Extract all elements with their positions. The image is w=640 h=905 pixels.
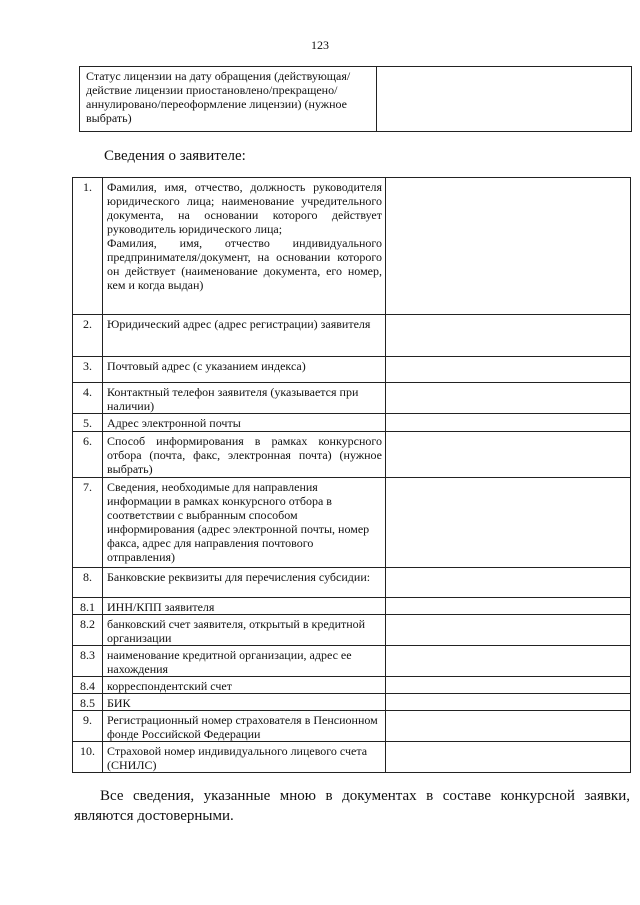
declaration-text: Все сведения, указанные мною в документах в составе конкурсной заявки, являются достоверными.	[74, 788, 630, 824]
row-number: 8.5	[73, 694, 103, 711]
row-label	[103, 178, 386, 315]
row-number: 8.	[73, 568, 103, 598]
row-value[interactable]	[386, 432, 631, 478]
row-label: БИК	[103, 694, 386, 711]
row-value[interactable]	[386, 315, 631, 357]
row-number: 5.	[73, 414, 103, 432]
row-number: 8.4	[73, 677, 103, 694]
row-value[interactable]	[386, 615, 631, 646]
table-row	[73, 568, 631, 598]
row-label-part: Фамилия, имя, отчество, должность руководителя юридического лица; наименование учредительного документа, на основании которого действует руководитель юридического лица;	[107, 180, 382, 236]
row-number: 3.	[73, 357, 103, 383]
row-number: 8.2	[73, 615, 103, 646]
row-label: корреспондентский счет	[103, 677, 386, 694]
row-number: 9.	[73, 711, 103, 742]
table-row	[73, 742, 631, 773]
row-label: Страховой номер индивидуального лицевого счета (СНИЛС)	[103, 742, 386, 773]
row-label-part: Фамилия, имя, отчество индивидуального предпринимателя/документ, на основании которого он действует (наименование документа, его номер, кем и когда выдан)	[107, 236, 382, 292]
row-label: банковский счет заявителя, открытый в кредитной организации	[103, 615, 386, 646]
row-value[interactable]	[386, 383, 631, 414]
row-value[interactable]	[386, 598, 631, 615]
table-row	[73, 178, 631, 315]
row-label: Адрес электронной почты	[103, 414, 386, 432]
row-value[interactable]	[386, 694, 631, 711]
row-value[interactable]	[386, 478, 631, 568]
license-status-label: Статус лицензии на дату обращения (действующая/действие лицензии приостановлено/прекращено/аннулировано/переоформление лицензии) (нужное выбрать)	[80, 67, 377, 132]
row-number: 8.1	[73, 598, 103, 615]
row-label: Контактный телефон заявителя (указывается при наличии)	[103, 383, 386, 414]
license-status-table	[79, 66, 632, 132]
row-number: 2.	[73, 315, 103, 357]
row-label: Юридический адрес (адрес регистрации) заявителя	[103, 315, 386, 357]
row-label: наименование кредитной организации, адрес ее нахождения	[103, 646, 386, 677]
row-value[interactable]	[386, 414, 631, 432]
table-row	[73, 615, 631, 646]
row-label: Сведения, необходимые для направления информации в рамках конкурсного отбора в соответствии с выбранным способом информирования (адрес электронной почты, номер факса, адрес для направления почтового отправления)	[103, 478, 386, 568]
row-value[interactable]	[386, 178, 631, 315]
table-row	[73, 357, 631, 383]
license-status-value[interactable]	[377, 67, 632, 132]
row-label: ИНН/КПП заявителя	[103, 598, 386, 615]
row-number: 7.	[73, 478, 103, 568]
row-number: 10.	[73, 742, 103, 773]
table-row	[80, 67, 632, 132]
row-value[interactable]	[386, 646, 631, 677]
row-number: 1.	[73, 178, 103, 315]
row-label: Почтовый адрес (с указанием индекса)	[103, 357, 386, 383]
row-value[interactable]	[386, 568, 631, 598]
row-number: 4.	[73, 383, 103, 414]
table-row	[73, 432, 631, 478]
section-title: Сведения о заявителе:	[104, 148, 246, 164]
row-number: 6.	[73, 432, 103, 478]
row-label: Регистрационный номер страхователя в Пенсионном фонде Российской Федерации	[103, 711, 386, 742]
row-label: Банковские реквизиты для перечисления субсидии:	[103, 568, 386, 598]
row-value[interactable]	[386, 357, 631, 383]
row-value[interactable]	[386, 711, 631, 742]
row-value[interactable]	[386, 742, 631, 773]
table-row	[73, 677, 631, 694]
page-number: 123	[311, 38, 329, 52]
table-row	[73, 694, 631, 711]
table-row	[73, 414, 631, 432]
table-row	[73, 478, 631, 568]
row-label: Способ информирования в рамках конкурсного отбора (почта, факс, электронная почта) (нужное выбрать)	[103, 432, 386, 478]
row-number: 8.3	[73, 646, 103, 677]
table-row	[73, 598, 631, 615]
table-row	[73, 315, 631, 357]
row-value[interactable]	[386, 677, 631, 694]
table-row	[73, 383, 631, 414]
table-row	[73, 646, 631, 677]
applicant-info-table	[72, 177, 631, 773]
table-row	[73, 711, 631, 742]
